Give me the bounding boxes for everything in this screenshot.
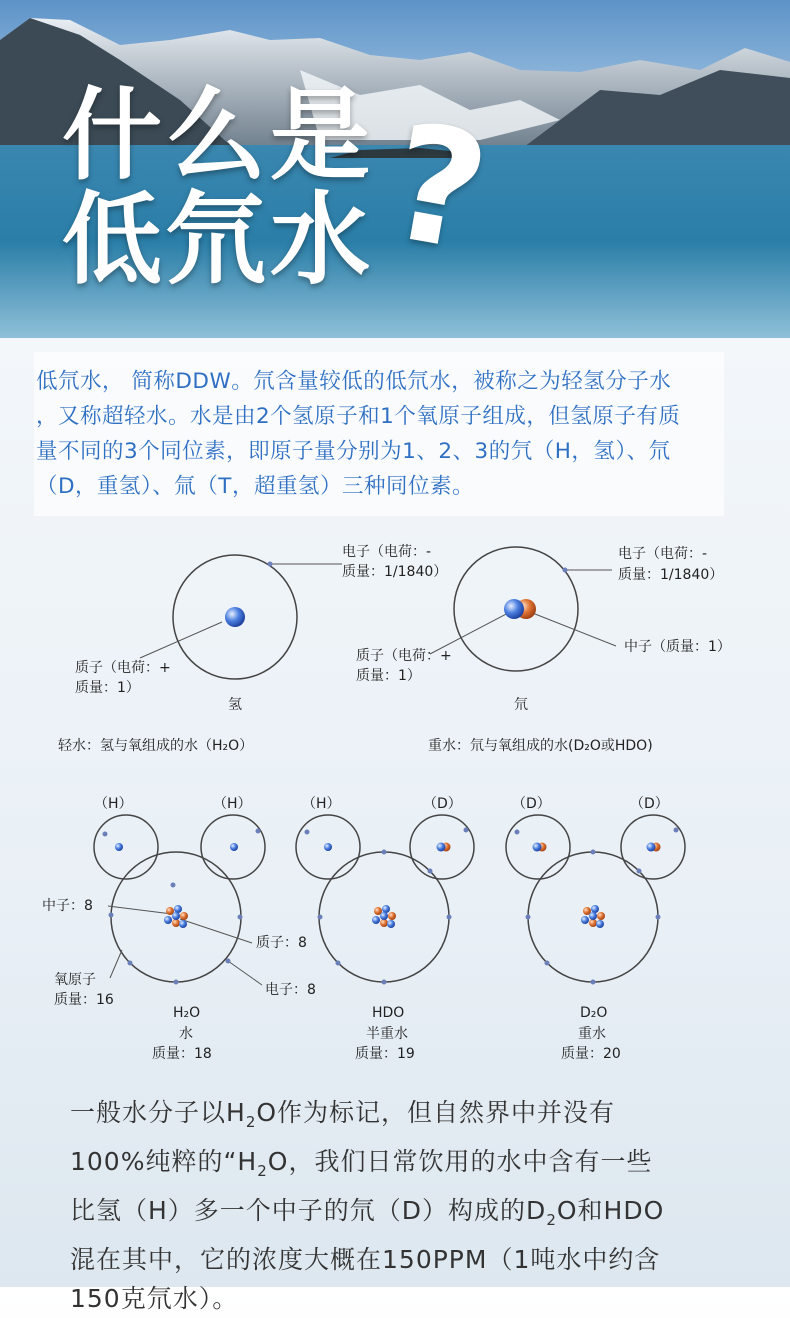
intro-line: ，又称超轻水。水是由2个氢原子和1个氧原子组成，但氢原子有质 [36, 404, 681, 429]
d-proton-label-2: 质量：1） [356, 668, 421, 684]
hdo-mass: 质量：19 [355, 1046, 415, 1062]
deuterium-name: 氘 [514, 697, 528, 713]
light-water-label: 轻水：氢与氧组成的水（H₂O） [58, 738, 254, 754]
h-proton-label-1: 质子（电荷：+ [75, 660, 171, 676]
intro-line: 量不同的3个同位素，即原子量分别为1、2、3的氕（H，氢）、氘 [36, 439, 671, 464]
intro-paragraph [34, 352, 724, 504]
body-line: 比氢（H）多一个中子的氘（D）构成的$D_2O$和HDO [70, 1196, 665, 1229]
hdo-formula: HDO [372, 1005, 405, 1021]
h2o-h1-label: （H） [94, 796, 133, 812]
oxygen-atom-label: 氧原子 [54, 972, 96, 988]
oxygen-nucleus [581, 905, 605, 928]
hydrogen-proton [225, 607, 245, 627]
hero-title-line2: 低氘水 [62, 181, 374, 298]
d2o-formula: D₂O [580, 1005, 608, 1021]
question-mark-icon: ? [376, 87, 501, 288]
d-proton-label-1: 质子（电荷：+ [356, 648, 452, 664]
neutron-count-label: 中子：8 [42, 898, 93, 914]
d-neutron-label: 中子（质量：1） [624, 639, 731, 655]
h2o-h2-label: （H） [213, 796, 252, 812]
isotope-diagram [0, 530, 790, 1090]
electron-count-label: 电子：8 [265, 982, 316, 998]
h2o-hydrogen1-orbit [94, 815, 158, 879]
h2o-formula: H₂O [173, 1005, 201, 1021]
d2o-mass: 质量：20 [561, 1046, 621, 1062]
body-line: 100%纯粹的“$H_2O$，我们日常饮用的水中含有一些 [70, 1147, 653, 1180]
h2o-name: 水 [179, 1026, 193, 1042]
intro-box [34, 352, 724, 516]
h-proton-label-2: 质量：1） [75, 680, 140, 696]
h2o-mass: 质量：18 [152, 1046, 212, 1062]
body-line: 150克氘水）。 [70, 1284, 239, 1313]
hero-title-line1: 什么是 [62, 77, 374, 194]
h-electron-label-2: 质量：1/1840） [342, 564, 448, 580]
d-electron-label-2: 质量：1/1840） [618, 567, 724, 583]
body-line: 一般水分子以$H_2O$作为标记，但自然界中并没有 [70, 1098, 616, 1131]
oxygen-nucleus [164, 905, 188, 928]
intro-line: 低氘水， 简称DDW。氘含量较低的低氘水，被称之为轻氢分子水 [36, 369, 672, 394]
hdo-name: 半重水 [366, 1026, 408, 1042]
d2o-name: 重水 [578, 1026, 606, 1042]
h-electron-label-1: 电子（电荷：- [342, 544, 432, 560]
oxygen-mass-label: 质量：16 [54, 992, 114, 1008]
hero-title [62, 77, 374, 298]
hdo-d-label: （D） [423, 796, 462, 812]
deuterium-proton [504, 599, 524, 619]
intro-line: （D，重氢）、氚（T，超重氢）三种同位素。 [36, 474, 474, 499]
hero-banner [0, 0, 790, 338]
body-paragraph [70, 1093, 760, 1318]
body-line: 混在其中，它的浓度大概在150PPM（1吨水中约含 [70, 1245, 661, 1274]
d2o-d2-label: （D） [630, 796, 669, 812]
proton-count-label: 质子：8 [256, 935, 307, 951]
d-electron-label-1: 电子（电荷：- [618, 546, 708, 562]
hdo-h-label: （H） [302, 796, 341, 812]
oxygen-nucleus [372, 905, 396, 928]
heavy-water-label: 重水：氘与氧组成的水(D₂O或HDO) [428, 738, 653, 754]
d2o-d1-label: （D） [512, 796, 551, 812]
hydrogen-name: 氢 [228, 697, 242, 713]
